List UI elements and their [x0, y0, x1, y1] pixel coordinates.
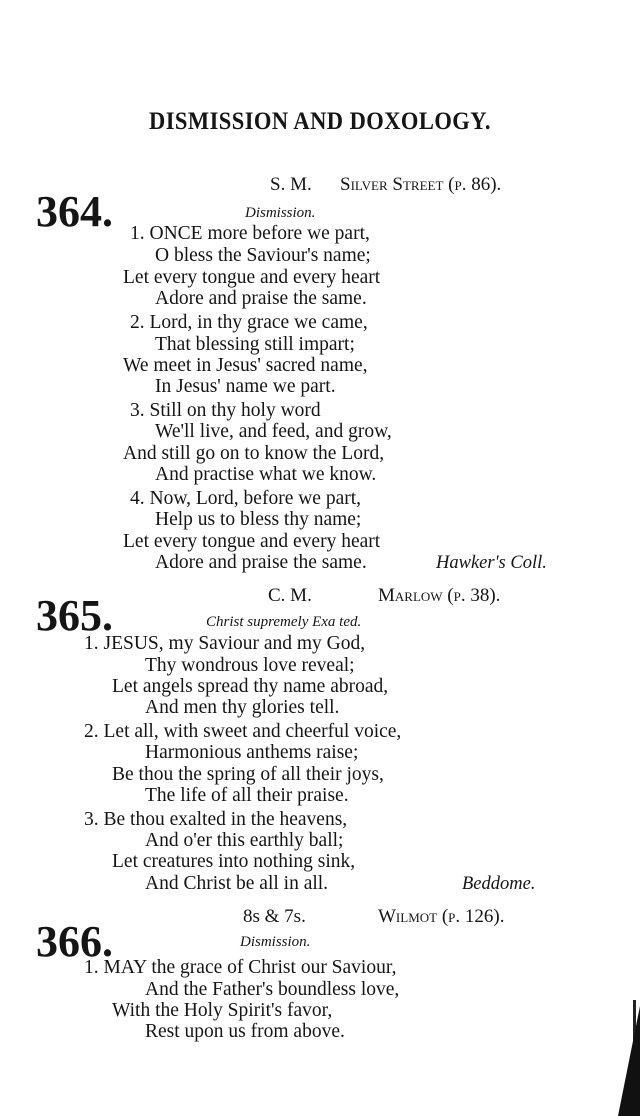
verse-line: The life of all their praise.	[145, 785, 349, 806]
verse-line: Adore and praise the same.	[155, 552, 367, 573]
hymn-tune	[378, 585, 500, 607]
verse-line: Adore and praise the same.	[155, 288, 367, 309]
hymn-number: 366.	[36, 917, 113, 966]
hymn-subtitle: Dismission.	[240, 934, 311, 950]
verse-line: Be thou the spring of all their joys,	[112, 764, 384, 785]
hymn-meter: C. M.	[268, 585, 312, 606]
verse-line: 2. Lord, in thy grace we came,	[130, 312, 368, 333]
verse-line: Harmonious anthems raise;	[145, 742, 359, 763]
verse-line: That blessing still impart;	[155, 334, 355, 355]
hymn-attribution: Hawker's Coll.	[436, 553, 547, 573]
verse-line: 2. Let all, with sweet and cheerful voice,	[84, 721, 402, 742]
verse-line: We meet in Jesus' sacred name,	[123, 355, 368, 376]
hymn-attribution: Beddome.	[462, 874, 536, 894]
verse-line: 1. ONCE more before we part,	[130, 223, 370, 244]
page-title: DISMISSION AND DOXOLOGY.	[149, 108, 491, 135]
hymn-meter: 8s & 7s.	[243, 906, 306, 927]
tune-name: Silver Street (p. 86).	[340, 174, 502, 195]
verse-line: And practise what we know.	[155, 464, 377, 485]
verse-line: 3. Still on thy holy word	[130, 400, 321, 421]
verse-line: Thy wondrous love reveal;	[145, 655, 355, 676]
verse-line: O bless the Saviour's name;	[155, 245, 371, 266]
verse-line: And Christ be all in all.	[145, 873, 329, 894]
verse-line: And the Father's boundless love,	[145, 979, 400, 1000]
verse-line: Let angels spread thy name abroad,	[112, 676, 389, 697]
hymn-subtitle: Christ supremely Exa ted.	[206, 614, 362, 630]
verse-line: Let every tongue and every heart	[123, 267, 381, 288]
hymn-tune	[340, 174, 501, 196]
page-corner-shadow	[618, 1006, 640, 1116]
hymn-meter: S. M.	[270, 174, 312, 195]
verse-line: In Jesus' name we part.	[155, 376, 336, 397]
verse-line: Let creatures into nothing sink,	[112, 851, 356, 872]
verse-line: 1. JESUS, my Saviour and my God,	[84, 633, 366, 654]
verse-line: We'll live, and feed, and grow,	[155, 421, 392, 442]
verse-line: Help us to bless thy name;	[155, 509, 362, 530]
verse-line: 3. Be thou exalted in the heavens,	[84, 809, 348, 830]
verse-line: 4. Now, Lord, before we part,	[130, 488, 362, 509]
hymn-tune	[378, 906, 504, 928]
verse-line: And men thy glories tell.	[145, 697, 340, 718]
hymn-number: 365.	[36, 591, 113, 640]
verse-line: 1. MAY the grace of Christ our Saviour,	[84, 957, 397, 978]
verse-line: Let every tongue and every heart	[123, 531, 381, 552]
tune-name: Wilmot (p. 126).	[378, 906, 505, 927]
hymn-subtitle: Dismission.	[245, 205, 316, 221]
verse-line: Rest upon us from above.	[145, 1021, 345, 1042]
verse-line: And o'er this earthly ball;	[145, 830, 344, 851]
verse-line: With the Holy Spirit's favor,	[112, 1000, 333, 1021]
tune-name: Marlow (p. 38).	[378, 585, 501, 606]
hymn-number: 364.	[36, 187, 113, 236]
verse-line: And still go on to know the Lord,	[123, 443, 385, 464]
